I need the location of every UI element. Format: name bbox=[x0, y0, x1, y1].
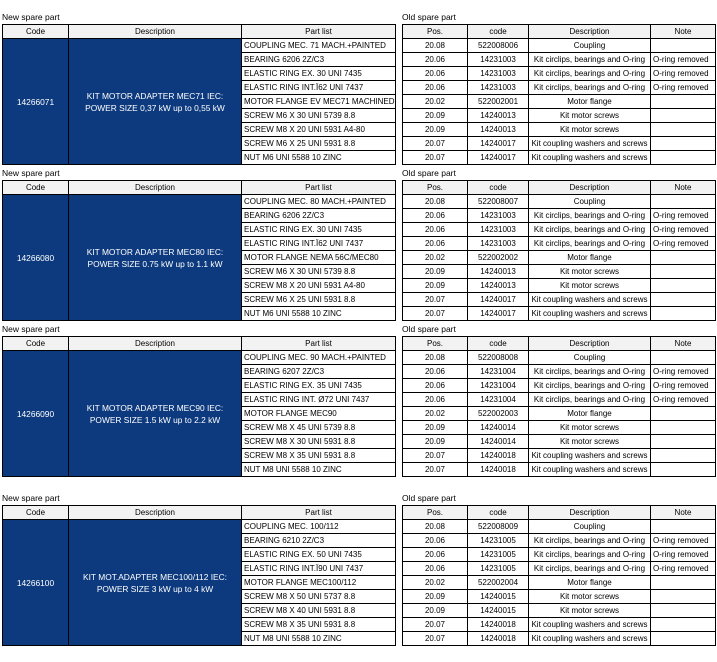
old-spare-part-caption: Old spare part bbox=[402, 12, 456, 22]
part-list-item: ELASTIC RING EX. 30 UNI 7435 bbox=[242, 67, 396, 81]
old-note bbox=[651, 251, 716, 265]
old-description-header: Description bbox=[529, 506, 651, 520]
old-description: Motor flange bbox=[529, 407, 651, 421]
old-pos: 20.06 bbox=[403, 548, 468, 562]
old-code-header: code bbox=[468, 506, 529, 520]
part-list-header: Part list bbox=[242, 337, 396, 351]
old-note bbox=[651, 435, 716, 449]
old-code: 522008007 bbox=[468, 195, 529, 209]
description-header: Description bbox=[69, 506, 242, 520]
old-pos: 20.02 bbox=[403, 407, 468, 421]
part-list-header: Part list bbox=[242, 506, 396, 520]
old-description: Kit motor screws bbox=[529, 590, 651, 604]
table-row bbox=[403, 562, 716, 576]
old-description: Kit coupling washers and screws bbox=[529, 632, 651, 646]
old-description: Kit motor screws bbox=[529, 279, 651, 293]
table-row bbox=[403, 604, 716, 618]
part-list-item: COUPLING MEC. 80 MACH.+PAINTED bbox=[242, 195, 396, 209]
part-list-item: SCREW M8 X 45 UNI 5739 8.8 bbox=[242, 421, 396, 435]
part-list-item: SCREW M8 X 35 UNI 5931 8.8 bbox=[242, 618, 396, 632]
old-description: Kit coupling washers and screws bbox=[529, 449, 651, 463]
old-description: Kit motor screws bbox=[529, 604, 651, 618]
old-pos: 20.07 bbox=[403, 293, 468, 307]
old-code: 14231005 bbox=[468, 534, 529, 548]
old-code: 522002002 bbox=[468, 251, 529, 265]
old-pos: 20.02 bbox=[403, 95, 468, 109]
table-row bbox=[403, 520, 716, 534]
part-list-item: MOTOR FLANGE NEMA 56C/MEC80 bbox=[242, 251, 396, 265]
part-list-item: NUT M8 UNI 5588 10 ZINC bbox=[242, 632, 396, 646]
part-list-item: ELASTIC RING EX. 35 UNI 7435 bbox=[242, 379, 396, 393]
kit-code: 14266090 bbox=[3, 351, 69, 477]
new-spare-part-caption: New spare part bbox=[2, 493, 60, 503]
old-code: 14240017 bbox=[468, 151, 529, 165]
part-list-item: SCREW M8 X 20 UNI 5931 A4-80 bbox=[242, 279, 396, 293]
old-description: Coupling bbox=[529, 39, 651, 53]
old-code-header: code bbox=[468, 25, 529, 39]
note-header: Note bbox=[651, 181, 716, 195]
old-description: Kit motor screws bbox=[529, 265, 651, 279]
old-description-header: Description bbox=[529, 25, 651, 39]
old-note: O-ring removed bbox=[651, 365, 716, 379]
old-pos: 20.07 bbox=[403, 137, 468, 151]
old-pos: 20.06 bbox=[403, 562, 468, 576]
part-list-item: NUT M6 UNI 5588 10 ZINC bbox=[242, 151, 396, 165]
old-description: Kit circlips, bearings and O-ring bbox=[529, 379, 651, 393]
part-list-item: SCREW M8 X 50 UNI 5737 8.8 bbox=[242, 590, 396, 604]
old-spare-part-table bbox=[402, 180, 716, 321]
table-row bbox=[403, 463, 716, 477]
table-row bbox=[403, 67, 716, 81]
old-note bbox=[651, 463, 716, 477]
old-pos: 20.09 bbox=[403, 421, 468, 435]
old-pos: 20.08 bbox=[403, 195, 468, 209]
old-description: Kit circlips, bearings and O-ring bbox=[529, 562, 651, 576]
old-description: Kit circlips, bearings and O-ring bbox=[529, 548, 651, 562]
description-header: Description bbox=[69, 181, 242, 195]
new-spare-part-caption: New spare part bbox=[2, 12, 60, 22]
old-description: Kit coupling washers and screws bbox=[529, 618, 651, 632]
old-note bbox=[651, 449, 716, 463]
old-pos: 20.08 bbox=[403, 520, 468, 534]
old-note bbox=[651, 421, 716, 435]
description-header: Description bbox=[69, 25, 242, 39]
new-spare-part-table bbox=[2, 336, 396, 477]
old-pos: 20.09 bbox=[403, 590, 468, 604]
old-description: Kit circlips, bearings and O-ring bbox=[529, 209, 651, 223]
old-pos: 20.06 bbox=[403, 223, 468, 237]
old-description: Coupling bbox=[529, 195, 651, 209]
old-pos: 20.02 bbox=[403, 251, 468, 265]
table-row bbox=[403, 151, 716, 165]
old-pos: 20.07 bbox=[403, 463, 468, 477]
part-list-item: ELASTIC RING INT.Ï90 UNI 7437 bbox=[242, 562, 396, 576]
part-list-item: COUPLING MEC. 100/112 bbox=[242, 520, 396, 534]
old-note bbox=[651, 307, 716, 321]
old-note: O-ring removed bbox=[651, 67, 716, 81]
old-note bbox=[651, 407, 716, 421]
part-list-item: SCREW M8 X 35 UNI 5931 8.8 bbox=[242, 449, 396, 463]
table-row bbox=[403, 421, 716, 435]
old-code: 14240018 bbox=[468, 449, 529, 463]
table-row bbox=[403, 534, 716, 548]
old-code: 14231005 bbox=[468, 548, 529, 562]
old-pos: 20.06 bbox=[403, 67, 468, 81]
old-description: Kit coupling washers and screws bbox=[529, 463, 651, 477]
old-description: Kit circlips, bearings and O-ring bbox=[529, 67, 651, 81]
kit-description: KIT MOTOR ADAPTER MEC80 IEC: POWER SIZE 0.75 kW up to 1.1 kW bbox=[69, 195, 242, 321]
old-description: Kit coupling washers and screws bbox=[529, 137, 651, 151]
old-description: Kit circlips, bearings and O-ring bbox=[529, 81, 651, 95]
table-row bbox=[403, 618, 716, 632]
code-header: Code bbox=[3, 337, 69, 351]
old-pos: 20.07 bbox=[403, 632, 468, 646]
table-row bbox=[403, 81, 716, 95]
old-description: Coupling bbox=[529, 520, 651, 534]
old-note bbox=[651, 576, 716, 590]
old-code: 14240018 bbox=[468, 632, 529, 646]
kit-description: KIT MOTOR ADAPTER MEC71 IEC: POWER SIZE 0,37 kW up to 0,55 kW bbox=[69, 39, 242, 165]
table-row bbox=[403, 632, 716, 646]
pos-header: Pos. bbox=[403, 181, 468, 195]
old-description: Kit coupling washers and screws bbox=[529, 293, 651, 307]
table-row bbox=[403, 576, 716, 590]
old-description: Kit circlips, bearings and O-ring bbox=[529, 237, 651, 251]
old-note: O-ring removed bbox=[651, 53, 716, 67]
old-description: Kit circlips, bearings and O-ring bbox=[529, 365, 651, 379]
old-description: Motor flange bbox=[529, 251, 651, 265]
note-header: Note bbox=[651, 506, 716, 520]
old-spare-part-table bbox=[402, 24, 716, 165]
kit-code: 14266080 bbox=[3, 195, 69, 321]
old-description: Kit circlips, bearings and O-ring bbox=[529, 534, 651, 548]
part-list-item: NUT M8 UNI 5588 10 ZINC bbox=[242, 463, 396, 477]
old-description: Kit circlips, bearings and O-ring bbox=[529, 53, 651, 67]
part-list-item: BEARING 6210 2Z/C3 bbox=[242, 534, 396, 548]
table-row bbox=[403, 379, 716, 393]
old-code: 14240014 bbox=[468, 435, 529, 449]
new-spare-part-table bbox=[2, 505, 396, 646]
old-note: O-ring removed bbox=[651, 81, 716, 95]
old-pos: 20.09 bbox=[403, 109, 468, 123]
table-row bbox=[403, 279, 716, 293]
old-code: 522002004 bbox=[468, 576, 529, 590]
table-row bbox=[403, 109, 716, 123]
old-pos: 20.08 bbox=[403, 39, 468, 53]
part-list-item: ELASTIC RING INT. Ø72 UNI 7437 bbox=[242, 393, 396, 407]
old-code: 14231003 bbox=[468, 81, 529, 95]
old-description: Coupling bbox=[529, 351, 651, 365]
old-code: 522002001 bbox=[468, 95, 529, 109]
description-header: Description bbox=[69, 337, 242, 351]
old-note bbox=[651, 590, 716, 604]
old-pos: 20.06 bbox=[403, 534, 468, 548]
old-code: 14240017 bbox=[468, 137, 529, 151]
old-description-header: Description bbox=[529, 181, 651, 195]
table-row bbox=[403, 435, 716, 449]
part-list-item: MOTOR FLANGE EV MEC71 MACHINED bbox=[242, 95, 396, 109]
table-row bbox=[403, 407, 716, 421]
old-description: Kit motor screws bbox=[529, 421, 651, 435]
old-code: 522008008 bbox=[468, 351, 529, 365]
old-note: O-ring removed bbox=[651, 223, 716, 237]
old-code: 14240015 bbox=[468, 604, 529, 618]
part-list-header: Part list bbox=[242, 181, 396, 195]
part-list-item: ELASTIC RING EX. 30 UNI 7435 bbox=[242, 223, 396, 237]
table-row bbox=[403, 53, 716, 67]
new-spare-part-table bbox=[2, 24, 396, 165]
old-code: 14231004 bbox=[468, 393, 529, 407]
old-pos: 20.09 bbox=[403, 279, 468, 293]
old-note bbox=[651, 520, 716, 534]
old-description: Kit circlips, bearings and O-ring bbox=[529, 223, 651, 237]
old-code: 14231003 bbox=[468, 67, 529, 81]
table-row bbox=[403, 590, 716, 604]
part-list-item: BEARING 6206 2Z/C3 bbox=[242, 53, 396, 67]
table-row bbox=[403, 265, 716, 279]
table-row bbox=[403, 365, 716, 379]
table-row bbox=[3, 351, 396, 365]
old-code: 14240018 bbox=[468, 463, 529, 477]
table-row bbox=[403, 237, 716, 251]
old-description: Kit motor screws bbox=[529, 109, 651, 123]
old-code: 14231004 bbox=[468, 379, 529, 393]
part-list-item: ELASTIC RING INT.Ï62 UNI 7437 bbox=[242, 81, 396, 95]
old-description: Motor flange bbox=[529, 576, 651, 590]
old-pos: 20.06 bbox=[403, 81, 468, 95]
old-description: Motor flange bbox=[529, 95, 651, 109]
kit-code: 14266071 bbox=[3, 39, 69, 165]
old-code: 522008006 bbox=[468, 39, 529, 53]
old-pos: 20.06 bbox=[403, 393, 468, 407]
code-header: Code bbox=[3, 25, 69, 39]
old-note: O-ring removed bbox=[651, 534, 716, 548]
old-note bbox=[651, 279, 716, 293]
old-pos: 20.06 bbox=[403, 379, 468, 393]
old-note: O-ring removed bbox=[651, 209, 716, 223]
table-row bbox=[403, 548, 716, 562]
old-description-header: Description bbox=[529, 337, 651, 351]
part-list-item: BEARING 6206 2Z/C3 bbox=[242, 209, 396, 223]
old-code: 14240013 bbox=[468, 123, 529, 137]
old-code: 14231003 bbox=[468, 237, 529, 251]
old-note: O-ring removed bbox=[651, 562, 716, 576]
old-spare-part-table bbox=[402, 336, 716, 477]
pos-header: Pos. bbox=[403, 25, 468, 39]
part-list-item: SCREW M6 X 30 UNI 5739 8.8 bbox=[242, 109, 396, 123]
table-row bbox=[403, 449, 716, 463]
old-note bbox=[651, 95, 716, 109]
old-pos: 20.07 bbox=[403, 618, 468, 632]
part-list-item: SCREW M6 X 30 UNI 5739 8.8 bbox=[242, 265, 396, 279]
table-row bbox=[403, 351, 716, 365]
part-list-item: BEARING 6207 2Z/C3 bbox=[242, 365, 396, 379]
old-code: 14231004 bbox=[468, 365, 529, 379]
old-note bbox=[651, 604, 716, 618]
old-pos: 20.07 bbox=[403, 449, 468, 463]
old-pos: 20.06 bbox=[403, 365, 468, 379]
part-list-item: NUT M6 UNI 5588 10 ZINC bbox=[242, 307, 396, 321]
new-spare-part-table bbox=[2, 180, 396, 321]
old-note bbox=[651, 109, 716, 123]
old-spare-part-table bbox=[402, 505, 716, 646]
old-note bbox=[651, 632, 716, 646]
kit-description: KIT MOTOR ADAPTER MEC90 IEC: POWER SIZE 1.5 kW up to 2.2 kW bbox=[69, 351, 242, 477]
pos-header: Pos. bbox=[403, 337, 468, 351]
old-code: 14240017 bbox=[468, 307, 529, 321]
old-note bbox=[651, 351, 716, 365]
old-pos: 20.09 bbox=[403, 435, 468, 449]
old-pos: 20.07 bbox=[403, 307, 468, 321]
old-note: O-ring removed bbox=[651, 548, 716, 562]
old-pos: 20.09 bbox=[403, 123, 468, 137]
part-list-item: COUPLING MEC. 90 MACH.+PAINTED bbox=[242, 351, 396, 365]
old-code: 14240013 bbox=[468, 279, 529, 293]
old-code: 14240018 bbox=[468, 618, 529, 632]
old-description: Kit motor screws bbox=[529, 123, 651, 137]
old-description: Kit motor screws bbox=[529, 435, 651, 449]
old-pos: 20.09 bbox=[403, 604, 468, 618]
old-pos: 20.06 bbox=[403, 209, 468, 223]
new-spare-part-caption: New spare part bbox=[2, 324, 60, 334]
old-code: 14240013 bbox=[468, 265, 529, 279]
old-description: Kit coupling washers and screws bbox=[529, 307, 651, 321]
old-pos: 20.08 bbox=[403, 351, 468, 365]
kit-description: KIT MOT.ADAPTER MEC100/112 IEC: POWER SIZE 3 kW up to 4 kW bbox=[69, 520, 242, 646]
old-note: O-ring removed bbox=[651, 379, 716, 393]
old-pos: 20.06 bbox=[403, 237, 468, 251]
part-list-item: MOTOR FLANGE MEC90 bbox=[242, 407, 396, 421]
table-row bbox=[403, 223, 716, 237]
old-note bbox=[651, 123, 716, 137]
part-list-item: ELASTIC RING INT.Ï62 UNI 7437 bbox=[242, 237, 396, 251]
kit-code: 14266100 bbox=[3, 520, 69, 646]
table-row bbox=[3, 39, 396, 53]
part-list-item: SCREW M8 X 20 UNI 5931 A4-80 bbox=[242, 123, 396, 137]
note-header: Note bbox=[651, 337, 716, 351]
old-code: 14240017 bbox=[468, 293, 529, 307]
old-pos: 20.07 bbox=[403, 151, 468, 165]
old-note bbox=[651, 195, 716, 209]
table-row bbox=[403, 195, 716, 209]
old-pos: 20.06 bbox=[403, 53, 468, 67]
new-spare-part-caption: New spare part bbox=[2, 168, 60, 178]
old-note: O-ring removed bbox=[651, 393, 716, 407]
old-description: Kit circlips, bearings and O-ring bbox=[529, 393, 651, 407]
table-row bbox=[403, 123, 716, 137]
code-header: Code bbox=[3, 181, 69, 195]
old-code: 14240015 bbox=[468, 590, 529, 604]
old-note bbox=[651, 39, 716, 53]
table-row bbox=[403, 137, 716, 151]
table-row bbox=[403, 251, 716, 265]
old-spare-part-caption: Old spare part bbox=[402, 493, 456, 503]
old-note bbox=[651, 151, 716, 165]
part-list-item: MOTOR FLANGE MEC100/112 bbox=[242, 576, 396, 590]
old-code: 522008009 bbox=[468, 520, 529, 534]
part-list-item: SCREW M6 X 25 UNI 5931 8.8 bbox=[242, 137, 396, 151]
part-list-item: SCREW M6 X 25 UNI 5931 8.8 bbox=[242, 293, 396, 307]
pos-header: Pos. bbox=[403, 506, 468, 520]
old-code-header: code bbox=[468, 181, 529, 195]
old-note: O-ring removed bbox=[651, 237, 716, 251]
note-header: Note bbox=[651, 25, 716, 39]
old-pos: 20.09 bbox=[403, 265, 468, 279]
part-list-header: Part list bbox=[242, 25, 396, 39]
old-note bbox=[651, 618, 716, 632]
old-code: 14231005 bbox=[468, 562, 529, 576]
table-row bbox=[403, 95, 716, 109]
part-list-item: COUPLING MEC. 71 MACH.+PAINTED bbox=[242, 39, 396, 53]
table-row bbox=[403, 209, 716, 223]
table-row bbox=[403, 393, 716, 407]
table-row bbox=[3, 520, 396, 534]
old-spare-part-caption: Old spare part bbox=[402, 324, 456, 334]
old-note bbox=[651, 293, 716, 307]
old-note bbox=[651, 265, 716, 279]
old-code: 14240014 bbox=[468, 421, 529, 435]
old-code: 14240013 bbox=[468, 109, 529, 123]
old-code: 522002003 bbox=[468, 407, 529, 421]
old-note bbox=[651, 137, 716, 151]
old-code: 14231003 bbox=[468, 53, 529, 67]
table-row bbox=[3, 195, 396, 209]
table-row bbox=[403, 307, 716, 321]
old-code: 14231003 bbox=[468, 209, 529, 223]
part-list-item: SCREW M8 X 30 UNI 5931 8.8 bbox=[242, 435, 396, 449]
old-code: 14231003 bbox=[468, 223, 529, 237]
old-spare-part-caption: Old spare part bbox=[402, 168, 456, 178]
part-list-item: SCREW M8 X 40 UNI 5931 8.8 bbox=[242, 604, 396, 618]
part-list-item: ELASTIC RING EX. 50 UNI 7435 bbox=[242, 548, 396, 562]
code-header: Code bbox=[3, 506, 69, 520]
old-description: Kit coupling washers and screws bbox=[529, 151, 651, 165]
table-row bbox=[403, 293, 716, 307]
old-pos: 20.02 bbox=[403, 576, 468, 590]
old-code-header: code bbox=[468, 337, 529, 351]
table-row bbox=[403, 39, 716, 53]
